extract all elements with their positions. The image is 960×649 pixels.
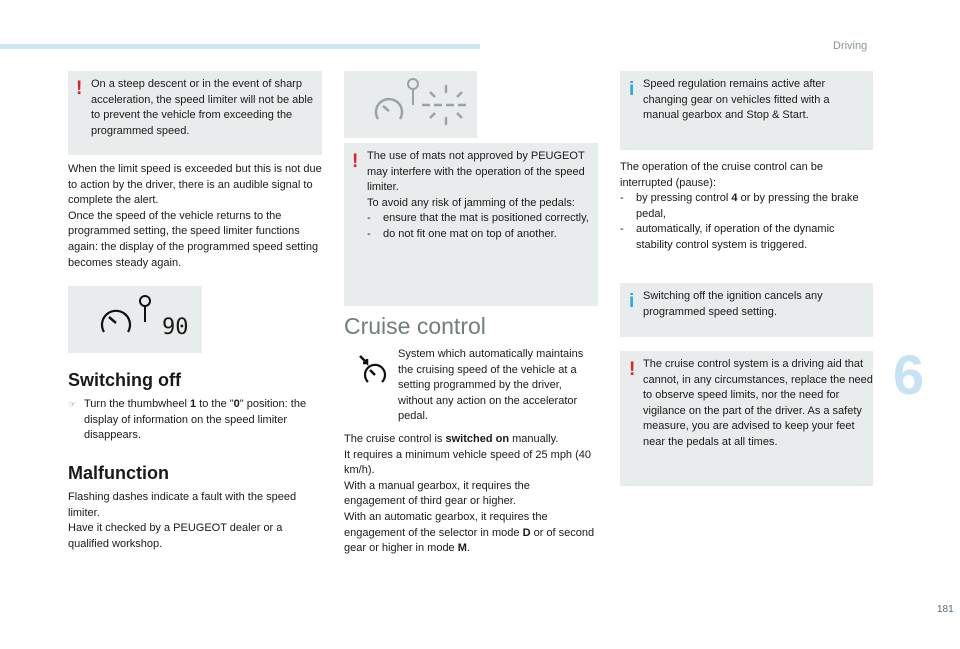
- cruise-intro: System which automatically maintains the cruising speed of the vehicle at a setting programmed by the driver, without any action on the accelerator pedal.: [398, 348, 584, 423]
- warning-icon: !: [76, 78, 83, 99]
- info-box: [620, 283, 873, 337]
- paragraph: The use of mats not approved by PEUGEOT may interfere with the operation of the speed limiter.: [367, 150, 585, 194]
- flashing-dashes-icon: [372, 75, 472, 135]
- section-title: Driving: [833, 40, 868, 52]
- cruise-control-heading: Cruise control: [344, 313, 486, 339]
- paragraph: With a manual gearbox, it requires the engagement of third gear or higher.: [344, 479, 530, 508]
- switching-off-step: ☞ Turn the thumbwheel 1 to the "0" position: the display of information on the speed limiter disappears.: [68, 397, 324, 444]
- page-number: 181: [937, 604, 954, 615]
- paragraph: To avoid any risk of jamming of the pedals:: [367, 196, 575, 209]
- paragraph: The cruise control is switched on manually.: [344, 433, 559, 445]
- list-item: - automatically, if operation of the dynamic stability control system is triggered.: [620, 223, 835, 251]
- info-icon: i: [629, 291, 635, 312]
- pause-text: [620, 160, 870, 254]
- info-box: [620, 71, 873, 150]
- malfunction-heading: Malfunction: [68, 463, 169, 483]
- paragraph: The operation of the cruise control can be interrupted (pause):: [620, 161, 824, 189]
- paragraph: With an automatic gearbox, it requires the engagement of the selector in mode D or of second gear or higher in mode M.: [344, 510, 595, 555]
- warning-icon: !: [352, 151, 359, 172]
- speed-value: 90: [162, 315, 189, 340]
- paragraph: Once the speed of the vehicle returns to the programmed setting, the speed limiter functions again: the display of the programmed speed setting becomes steady again.: [68, 209, 319, 269]
- header-accent-bar: [0, 44, 480, 49]
- paragraph: When the limit speed is exceeded but this is not due to action by the driver, there is an audible signal to complete the alert.: [68, 163, 322, 207]
- limit-exceeded-text: [68, 162, 326, 271]
- warning-text: [367, 149, 597, 243]
- cruise-conditions: [344, 432, 602, 557]
- switching-off-heading: Switching off: [68, 370, 181, 390]
- warning-icon: !: [629, 359, 636, 380]
- malfunction-text: [68, 490, 326, 552]
- list-item: - do not fit one mat on top of another.: [367, 227, 557, 240]
- paragraph: Have it checked by a PEUGEOT dealer or a qualified workshop.: [68, 522, 283, 550]
- paragraph: It requires a minimum vehicle speed of 25 mph (40 km/h).: [344, 448, 592, 477]
- info-icon: i: [629, 79, 635, 100]
- speed-limiter-icon: [98, 292, 158, 342]
- info-text: Speed regulation remains active after changing gear on vehicles fitted with a manual gearbox and Stop & Start.: [643, 78, 830, 122]
- list-item: - by pressing control 4 or by pressing the brake pedal,: [620, 192, 859, 220]
- warning-box: [68, 71, 322, 155]
- list-item: - ensure that the mat is positioned correctly,: [367, 212, 589, 225]
- chapter-number: 6: [893, 343, 925, 406]
- warning-text: The cruise control system is a driving aid that cannot, in any circumstances, replace the need to observe speed limits, nor the need for vigilance on the part of the driver. As a safety measure, you are advised to keep your feet near the pedals at all times.: [643, 358, 873, 448]
- warning-box: [344, 143, 598, 306]
- warning-box: [620, 351, 873, 486]
- paragraph: Flashing dashes indicate a fault with the speed limiter.: [68, 491, 297, 519]
- speed-display-image: [68, 286, 202, 353]
- pointer-icon: ☞: [68, 399, 77, 409]
- warning-text: On a steep descent or in the event of sharp acceleration, the speed limiter will not be able to prevent the vehicle from exceeding the programmed speed.: [91, 78, 313, 137]
- info-text: Switching off the ignition cancels any programmed speed setting.: [643, 290, 823, 318]
- cruise-control-icon: [358, 354, 388, 386]
- fault-display-image: [344, 71, 477, 138]
